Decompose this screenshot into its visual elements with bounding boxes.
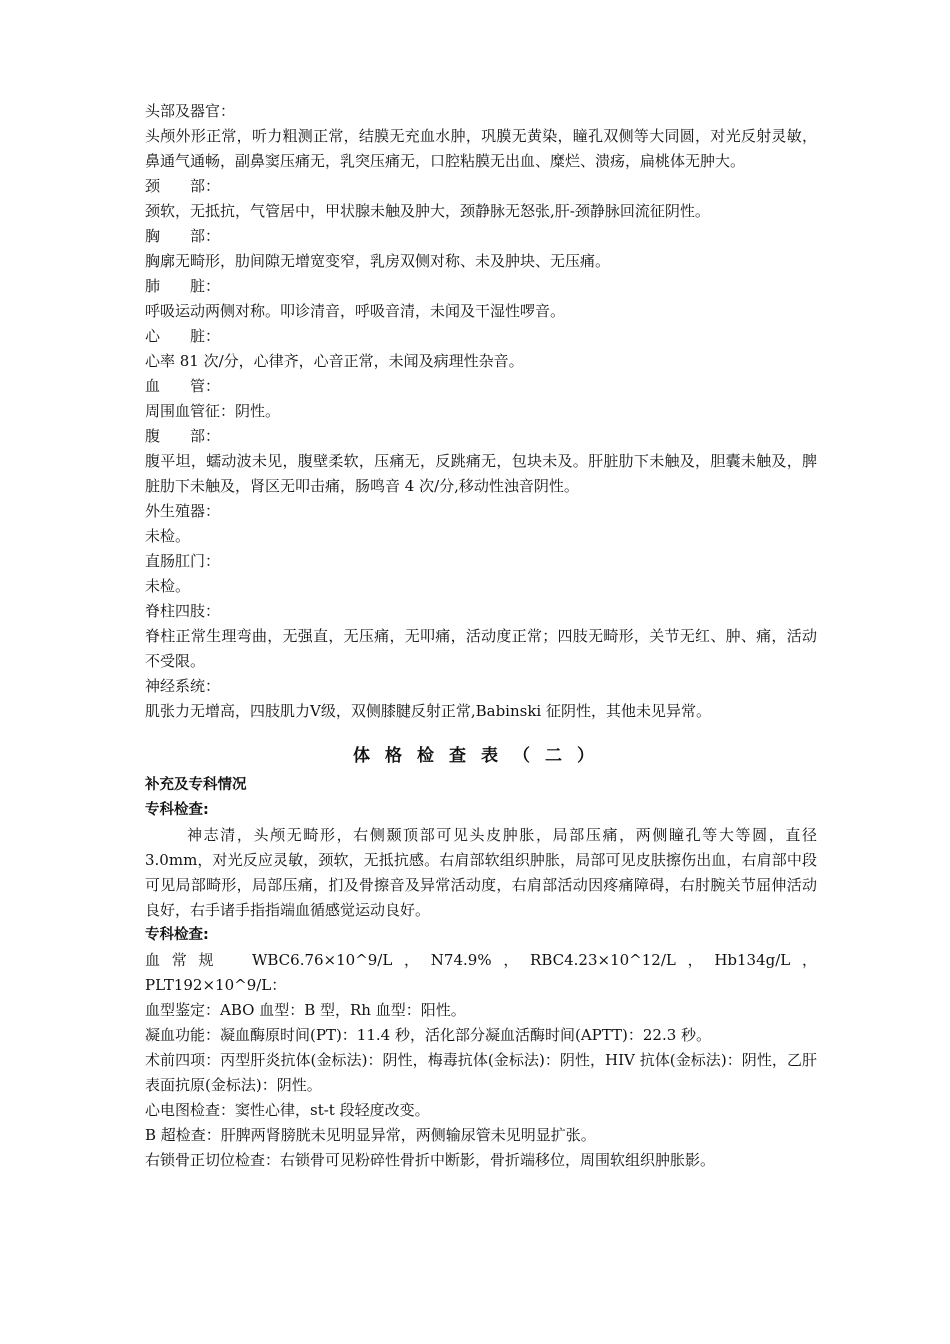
document-page (145, 99, 817, 1173)
blood-routine: 血常规 WBC6.76×10^9/L，N74.9%，RBC4.23×10^12/L，Hb134g/L，PLT192×10^9/L： (145, 951, 817, 994)
ecg: 心电图检查：窦性心律，st-t 段轻度改变。 (145, 1101, 430, 1119)
head-label: 头部及器官： (145, 102, 236, 120)
coagulation: 凝血功能：凝血酶原时间(PT)：11.4 秒，活化部分凝血活酶时间(APTT)：22.3 秒。 (145, 1026, 712, 1044)
abdomen-text: 腹平坦，蠕动波未见，腹壁柔软，压痛无，反跳痛无，包块未及。肝脏肋下未触及，胆囊未触及，脾脏肋下未触及，肾区无叩击痛，肠鸣音 4 次/分,移动性浊音阴性。 (145, 452, 817, 495)
lab-heading: 专科检查: (145, 927, 209, 943)
lung-label: 肺 脏： (145, 277, 221, 295)
rectum-text: 未检。 (145, 577, 191, 595)
lung-text: 呼吸运动两侧对称。叩诊清音，呼吸音清，未闻及干湿性啰音。 (145, 302, 566, 320)
genital-text: 未检。 (145, 527, 191, 545)
vessel-label: 血 管： (145, 377, 221, 395)
neuro-text: 肌张力无增高，四肢肌力Ⅴ级，双侧膝腱反射正常,Babinski 征阴性，其他未见异常。 (145, 702, 711, 720)
xray: 右锁骨正切位检查：右锁骨可见粉碎性骨折中断影，骨折端移位，周围软组织肿胀影。 (145, 1151, 716, 1169)
exam-form-2-title: 体格检查表（二） (353, 746, 609, 766)
head-text: 头颅外形正常，听力粗测正常，结膜无充血水肿，巩膜无黄染，瞳孔双侧等大同圆，对光反射灵敏，鼻通气通畅，副鼻窦压痛无，乳突压痛无，口腔粘膜无出血、糜烂、溃疡，扁桃体无肿大。 (145, 127, 817, 170)
spine-label: 脊柱四肢： (145, 602, 221, 620)
specialty-heading: 专科检查: (145, 802, 209, 818)
chest-text: 胸廓无畸形，肋间隙无增宽变窄，乳房双侧对称、未及肿块、无压痛。 (145, 252, 611, 270)
neck-text: 颈软，无抵抗，气管居中，甲状腺未触及肿大，颈静脉无怒张,肝-颈静脉回流征阴性。 (145, 202, 710, 220)
chest-label: 胸 部： (145, 227, 221, 245)
heart-text: 心率 81 次/分，心律齐，心音正常，未闻及病理性杂音。 (145, 352, 524, 370)
blood-type: 血型鉴定：ABO 血型：B 型，Rh 血型：阳性。 (145, 1001, 466, 1019)
specialty-text: 神志清，头颅无畸形，右侧颞顶部可见头皮肿胀，局部压痛，两侧瞳孔等大等圆，直径 3.0mm，对光反应灵敏，颈软，无抵抗感。右肩部软组织肿胀，局部可见皮肤擦伤出血，右肩部中段可见局部畸形，局部压痛，扪及骨擦音及异常活动度，右肩部活动因疼痛障碍，右肘腕关节屈伸活动良好，右手诸手指指端血循感觉运动良好。 (145, 826, 817, 919)
preop-four: 术前四项：丙型肝炎抗体(金标法)：阴性，梅毒抗体(金标法)：阴性，HIV 抗体(金标法)：阴性，乙肝表面抗原(金标法)：阴性。 (145, 1051, 817, 1094)
abdomen-label: 腹 部： (145, 427, 221, 445)
vessel-text: 周围血管征：阴性。 (145, 402, 281, 420)
neck-label: 颈 部： (145, 177, 221, 195)
ultrasound: B 超检查：肝脾两肾膀胱未见明显异常，两侧输尿管未见明显扩张。 (145, 1126, 596, 1144)
heart-label: 心 脏： (145, 327, 221, 345)
rectum-label: 直肠肛门： (145, 552, 221, 570)
spine-text: 脊柱正常生理弯曲，无强直，无压痛，无叩痛，活动度正常；四肢无畸形，关节无红、肿、痛，活动不受限。 (145, 627, 817, 670)
supplement-heading: 补充及专科情况 (145, 777, 247, 793)
genital-label: 外生殖器： (145, 502, 221, 520)
neuro-label: 神经系统： (145, 677, 221, 695)
